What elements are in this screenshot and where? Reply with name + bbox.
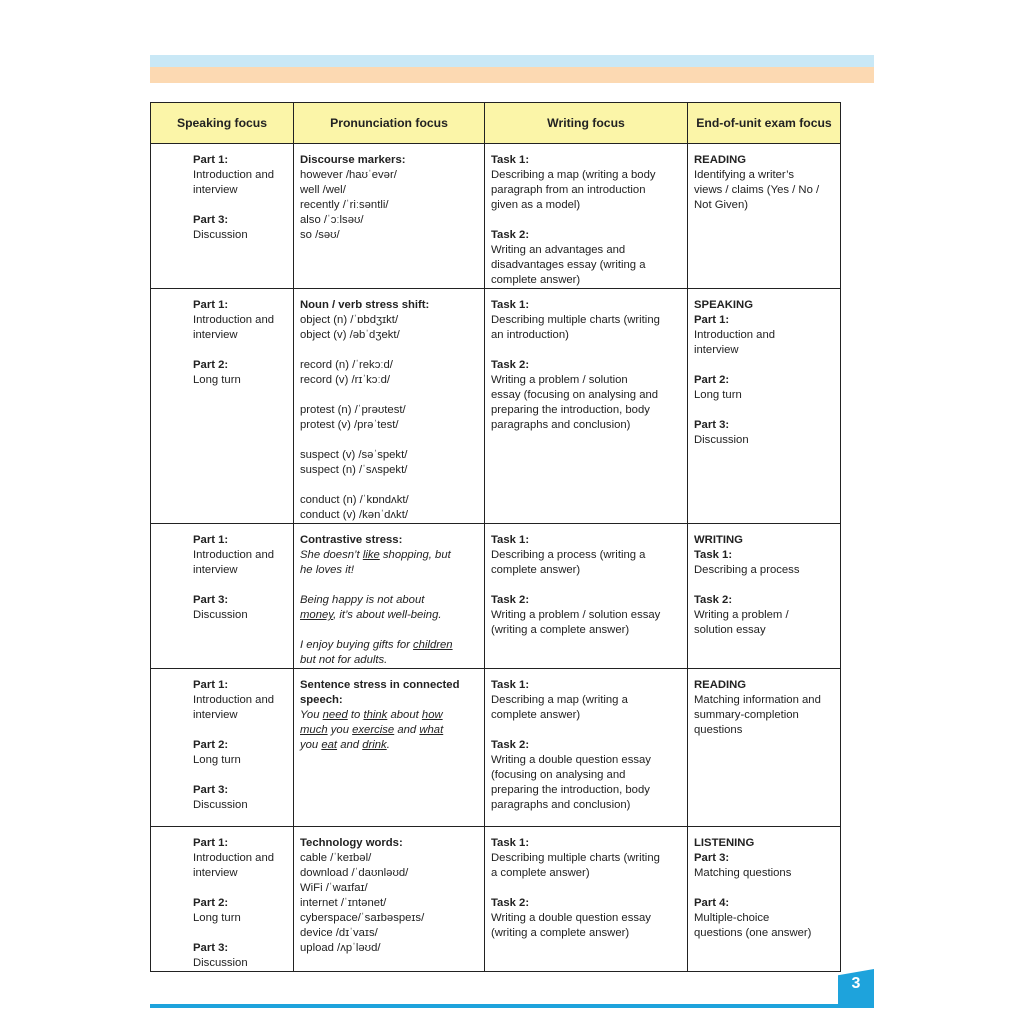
cell-line: Describing multiple charts (writing: [491, 852, 660, 864]
cell-heading: Part 1:: [193, 837, 229, 849]
cell-line: cyberspace/ˈsaɪbəspeɪs/: [300, 912, 425, 924]
cell-heading: READING: [694, 154, 747, 166]
table-row: [151, 524, 841, 669]
cell-line: so /səʊ/: [300, 229, 340, 241]
cell-line: Introduction and: [193, 549, 275, 561]
cell-line: Introduction and: [694, 329, 776, 341]
cell-heading: Part 2:: [193, 739, 229, 751]
cell-line: conduct (n) /ˈkɒndʌkt/: [300, 494, 409, 506]
cell-line: Writing a double question essay: [491, 754, 651, 766]
cell-line: complete answer): [491, 564, 581, 576]
text-segment: about: [387, 709, 422, 721]
cell-line: Discussion: [193, 609, 248, 621]
stressed-word: exercise: [352, 724, 395, 736]
cell-heading: Part 1:: [193, 154, 229, 166]
cell-heading: Task 2:: [491, 594, 530, 606]
cell-line: given as a model): [491, 199, 581, 211]
cell-heading: Contrastive stress:: [300, 534, 403, 546]
cell-heading: Sentence stress in connected: [300, 679, 460, 691]
cell-line: Identifying a writer’s: [694, 169, 795, 181]
cell-line: paragraph from an introduction: [491, 184, 646, 196]
header-writing-focus: Writing focus: [485, 103, 688, 144]
cell-heading: Discourse markers:: [300, 154, 406, 166]
pronunciation-cell: [294, 289, 485, 524]
speaking-cell: [151, 669, 294, 827]
text-segment: .: [386, 739, 390, 751]
line-gap: [491, 578, 681, 593]
line-gap: [694, 881, 834, 896]
cell-line: Describing a process (writing a: [491, 549, 646, 561]
cell-line: cable /ˈkeɪbəl/: [300, 852, 372, 864]
cell-line: interview: [193, 709, 238, 721]
line-gap: [193, 198, 287, 213]
line-gap: [694, 403, 834, 418]
cell-line: questions (one answer): [694, 927, 812, 939]
cell-line: Long turn: [694, 389, 742, 401]
line-gap: [694, 578, 834, 593]
cell-heading: Part 1:: [193, 679, 229, 691]
cell-line: complete answer): [491, 274, 581, 286]
cell-line: [300, 638, 478, 653]
cell-heading: Task 1:: [491, 154, 530, 166]
line-gap: [300, 623, 478, 638]
cell-line: WiFi /ˈwaɪfaɪ/: [300, 882, 368, 894]
text-segment: , it’s about well-being.: [333, 609, 442, 621]
text-segment: but not for adults.: [300, 654, 388, 666]
cell-line: views / claims (Yes / No /: [694, 184, 820, 196]
cell-line: internet /ˈɪntənet/: [300, 897, 387, 909]
cell-heading: LISTENING: [694, 837, 755, 849]
exam-cell: [688, 144, 841, 289]
text-segment: She doesn’t: [300, 549, 363, 561]
speaking-cell: [151, 827, 294, 972]
cell-heading: Task 2:: [491, 897, 530, 909]
cell-line: paragraphs and conclusion): [491, 799, 631, 811]
page-number: 3: [851, 975, 861, 992]
cell-line: Long turn: [193, 374, 241, 386]
exam-cell: [688, 669, 841, 827]
text-segment: shopping, but: [379, 549, 451, 561]
cell-line: Not Given): [694, 199, 748, 211]
cell-line: interview: [193, 564, 238, 576]
line-gap: [300, 433, 478, 448]
cell-heading: speech:: [300, 694, 343, 706]
cell-heading: Technology words:: [300, 837, 403, 849]
cell-line: preparing the introduction, body: [491, 784, 650, 796]
line-gap: [300, 478, 478, 493]
cell-line: Writing a double question essay: [491, 912, 651, 924]
cell-line: (focusing on analysing and: [491, 769, 626, 781]
text-segment: and: [394, 724, 420, 736]
cell-line: Matching questions: [694, 867, 792, 879]
cell-line: Long turn: [193, 912, 241, 924]
cell-heading: Part 3:: [193, 594, 229, 606]
line-gap: [491, 723, 681, 738]
text-segment: he loves it!: [300, 564, 355, 576]
cell-heading: SPEAKING: [694, 299, 754, 311]
cell-heading: Part 3:: [694, 419, 730, 431]
cell-line: interview: [193, 184, 238, 196]
cell-line: Discussion: [193, 229, 248, 241]
cell-heading: Part 3:: [694, 852, 730, 864]
cell-line: Writing a problem / solution essay: [491, 609, 661, 621]
cell-line: interview: [193, 329, 238, 341]
cell-line: protest (v) /prəˈtest/: [300, 419, 399, 431]
table-row: [151, 827, 841, 972]
cell-line: Long turn: [193, 754, 241, 766]
line-gap: [193, 768, 287, 783]
cell-heading: Task 1:: [491, 534, 530, 546]
text-segment: you: [300, 739, 322, 751]
line-gap: [694, 358, 834, 373]
cell-line: summary-completion: [694, 709, 799, 721]
stressed-word: eat: [321, 739, 338, 751]
cell-line: device /dɪˈvaɪs/: [300, 927, 378, 939]
cell-line: Writing a problem / solution: [491, 374, 628, 386]
stressed-word: children: [413, 639, 453, 651]
writing-cell: [485, 669, 688, 827]
writing-cell: [485, 827, 688, 972]
cell-heading: READING: [694, 679, 747, 691]
exam-cell: [688, 524, 841, 669]
text-segment: to: [347, 709, 364, 721]
line-gap: [491, 213, 681, 228]
pronunciation-cell: [294, 827, 485, 972]
cell-line: suspect (v) /səˈspekt/: [300, 449, 408, 461]
speaking-cell: [151, 524, 294, 669]
cell-line: object (n) /ˈɒbdʒɪkt/: [300, 314, 399, 326]
stressed-word: think: [363, 709, 388, 721]
cell-line: Describing multiple charts (writing: [491, 314, 660, 326]
table-row: [151, 289, 841, 524]
line-gap: [193, 723, 287, 738]
cell-line: [300, 608, 478, 623]
pronunciation-cell: [294, 144, 485, 289]
writing-cell: [485, 144, 688, 289]
cell-line: however /haʊˈevər/: [300, 169, 397, 181]
stressed-word: money: [300, 609, 334, 621]
line-gap: [193, 578, 287, 593]
exam-cell: [688, 289, 841, 524]
line-gap: [193, 343, 287, 358]
cell-line: [300, 563, 478, 578]
cell-line: recently /ˈriːsəntli/: [300, 199, 389, 211]
cell-line: Describing a map (writing a: [491, 694, 628, 706]
stressed-word: how: [421, 709, 443, 721]
exam-cell: [688, 827, 841, 972]
cell-line: preparing the introduction, body: [491, 404, 650, 416]
line-gap: [300, 388, 478, 403]
header-speaking-focus: Speaking focus: [151, 103, 294, 144]
pronunciation-cell: [294, 524, 485, 669]
cell-heading: Task 1:: [694, 549, 733, 561]
cell-line: Writing an advantages and: [491, 244, 626, 256]
cell-line: also /ˈɔːlsəʊ/: [300, 214, 364, 226]
line-gap: [300, 578, 478, 593]
cell-heading: Task 1:: [491, 299, 530, 311]
cell-line: [300, 653, 478, 668]
cell-line: Discussion: [694, 434, 749, 446]
cell-line: Multiple-choice: [694, 912, 770, 924]
line-gap: [491, 343, 681, 358]
writing-cell: [485, 289, 688, 524]
cell-line: suspect (n) /ˈsʌspekt/: [300, 464, 408, 476]
top-band-peach: [150, 67, 874, 83]
cell-line: disadvantages essay (writing a: [491, 259, 646, 271]
cell-line: Introduction and: [193, 169, 275, 181]
cell-line: Describing a process: [694, 564, 800, 576]
header-exam-focus: End-of-unit exam focus: [688, 103, 841, 144]
stressed-word: need: [322, 709, 348, 721]
cell-heading: Part 1:: [193, 299, 229, 311]
cell-line: essay (focusing on analysing and: [491, 389, 659, 401]
cell-line: Writing a problem /: [694, 609, 789, 621]
cell-line: solution essay: [694, 624, 766, 636]
cell-line: Introduction and: [193, 314, 275, 326]
cell-line: interview: [193, 867, 238, 879]
cell-heading: Task 2:: [491, 229, 530, 241]
cell-line: protest (n) /ˈprəʊtest/: [300, 404, 406, 416]
text-segment: you: [327, 724, 353, 736]
writing-cell: [485, 524, 688, 669]
cell-heading: Part 2:: [694, 374, 730, 386]
stressed-word: much: [300, 724, 328, 736]
cell-line: [300, 593, 478, 608]
cell-line: paragraphs and conclusion): [491, 419, 631, 431]
table-row: [151, 669, 841, 827]
cell-heading: Task 1:: [491, 679, 530, 691]
cell-line: Matching information and: [694, 694, 821, 706]
cell-line: a complete answer): [491, 867, 590, 879]
text-segment: and: [337, 739, 363, 751]
cell-line: download /ˈdaʊnləʊd/: [300, 867, 409, 879]
cell-line: questions: [694, 724, 743, 736]
cell-heading: Part 3:: [193, 214, 229, 226]
line-gap: [193, 926, 287, 941]
cell-line: object (v) /əbˈdʒekt/: [300, 329, 400, 341]
cell-line: conduct (v) /kənˈdʌkt/: [300, 509, 408, 521]
cell-line: Introduction and: [193, 694, 275, 706]
cell-line: Discussion: [193, 799, 248, 811]
cell-line: complete answer): [491, 709, 581, 721]
text-segment: I enjoy buying gifts for: [300, 639, 414, 651]
cell-line: interview: [694, 344, 739, 356]
cell-heading: Part 3:: [193, 942, 229, 954]
cell-line: well /wel/: [300, 184, 346, 196]
cell-line: (writing a complete answer): [491, 927, 630, 939]
line-gap: [300, 343, 478, 358]
cell-line: record (v) /rɪˈkɔːd/: [300, 374, 391, 386]
cell-heading: Noun / verb stress shift:: [300, 299, 430, 311]
cell-heading: Task 2:: [491, 359, 530, 371]
stressed-word: like: [362, 549, 380, 561]
table-row: [151, 144, 841, 289]
header-pronunciation-focus: Pronunciation focus: [294, 103, 485, 144]
cell-line: Describing a map (writing a body: [491, 169, 656, 181]
text-segment: You: [300, 709, 323, 721]
cell-heading: WRITING: [694, 534, 743, 546]
stressed-word: drink: [362, 739, 387, 751]
cell-heading: Task 2:: [491, 739, 530, 751]
top-band-blue: [150, 55, 874, 67]
cell-line: [300, 738, 478, 753]
syllabus-table: [150, 102, 841, 972]
cell-heading: Task 2:: [694, 594, 733, 606]
stressed-word: what: [419, 724, 444, 736]
cell-line: [300, 708, 478, 723]
speaking-cell: [151, 289, 294, 524]
cell-line: [300, 548, 478, 563]
cell-line: (writing a complete answer): [491, 624, 630, 636]
cell-heading: Task 1:: [491, 837, 530, 849]
line-gap: [491, 881, 681, 896]
speaking-cell: [151, 144, 294, 289]
cell-heading: Part 2:: [193, 359, 229, 371]
cell-heading: Part 3:: [193, 784, 229, 796]
cell-heading: Part 4:: [694, 897, 730, 909]
cell-heading: Part 2:: [193, 897, 229, 909]
line-gap: [193, 881, 287, 896]
cell-line: Introduction and: [193, 852, 275, 864]
cell-heading: Part 1:: [193, 534, 229, 546]
cell-heading: Part 1:: [694, 314, 730, 326]
cell-line: upload /ʌpˈləʊd/: [300, 942, 381, 954]
text-segment: Being happy is not about: [300, 594, 425, 606]
cell-line: [300, 723, 478, 738]
header-row: [151, 103, 841, 144]
cell-line: Discussion: [193, 957, 248, 969]
cell-line: record (n) /ˈrekɔːd/: [300, 359, 393, 371]
bottom-accent-bar: [150, 1004, 874, 1008]
pronunciation-cell: [294, 669, 485, 827]
cell-line: an introduction): [491, 329, 569, 341]
